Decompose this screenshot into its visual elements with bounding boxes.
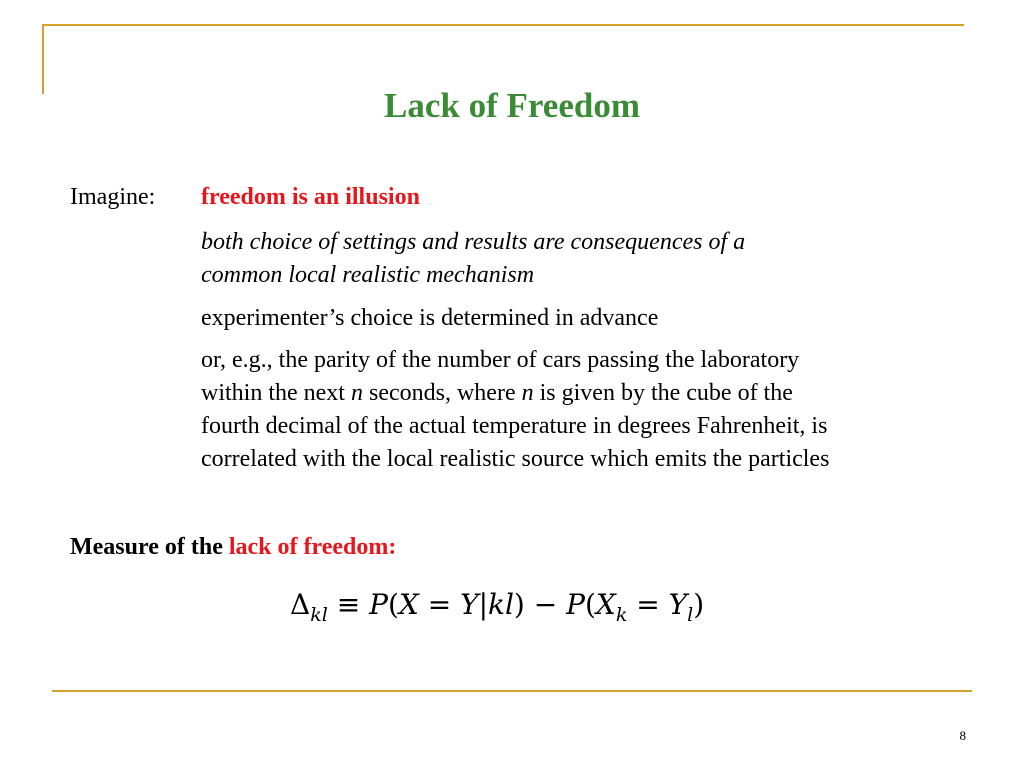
bullet-parity-line3: fourth decimal of the actual temperature in degrees Fahrenheit, is (201, 413, 828, 439)
formula-y2: Y (668, 588, 688, 621)
formula-p2: P (566, 588, 585, 621)
formula-eq2: = (627, 588, 669, 621)
formula-equiv: ≡ (327, 588, 370, 621)
frame-top-rule (42, 24, 964, 26)
formula-y: Y (460, 588, 479, 621)
slide-title: Lack of Freedom (384, 86, 640, 125)
formula-x2: X (595, 588, 616, 621)
formula-sub-k: k (615, 604, 628, 626)
bullet-common-mechanism-line1: both choice of settings and results are consequences of a (201, 229, 746, 255)
formula-x: X (398, 588, 419, 621)
variable-n: n (350, 380, 363, 406)
bullet-parity-line4: correlated with the local realistic source which emits the particles (201, 446, 830, 472)
formula-eq1: = (418, 588, 461, 621)
bullet-parity-line2c: is given by the cube of the (533, 380, 793, 406)
bullet-choice-determined: experimenter’s choice is determined in advance (201, 305, 659, 331)
bullet-parity-line2b: seconds, where (362, 380, 522, 406)
formula-close1: ) (513, 588, 525, 621)
formula-minus: − (524, 588, 567, 621)
measure-heading (70, 534, 396, 561)
page-number: 8 (959, 728, 966, 743)
formula-p1: P (369, 588, 388, 621)
measure-highlight: lack of freedom: (228, 534, 397, 560)
frame-left-rule (42, 24, 44, 94)
measure-prefix: Measure of the (70, 534, 229, 560)
bullet-freedom-illusion: freedom is an illusion (201, 184, 420, 210)
bullet-common-mechanism-line2: common local realistic mechanism (201, 262, 535, 288)
bullet-parity-line2a: within the next (201, 380, 351, 406)
imagine-label: Imagine: (70, 184, 156, 210)
bullet-parity-example (201, 344, 961, 476)
formula-open1: ( (387, 588, 399, 621)
variable-n: n (521, 380, 534, 406)
formula-bar: | (478, 588, 488, 621)
formula-kl: kl (488, 588, 514, 621)
formula-close2: ) (693, 588, 705, 621)
bullet-common-mechanism (201, 226, 961, 292)
formula-sub-kl: kl (310, 604, 328, 626)
lack-of-freedom-formula (290, 588, 704, 632)
formula-sub-l: l (687, 604, 694, 626)
bullet-parity-line1: or, e.g., the parity of the number of cars passing the laboratory (201, 347, 800, 373)
formula-delta: Δ (290, 588, 311, 621)
formula-open2: ( (584, 588, 596, 621)
footer-rule (52, 690, 972, 692)
